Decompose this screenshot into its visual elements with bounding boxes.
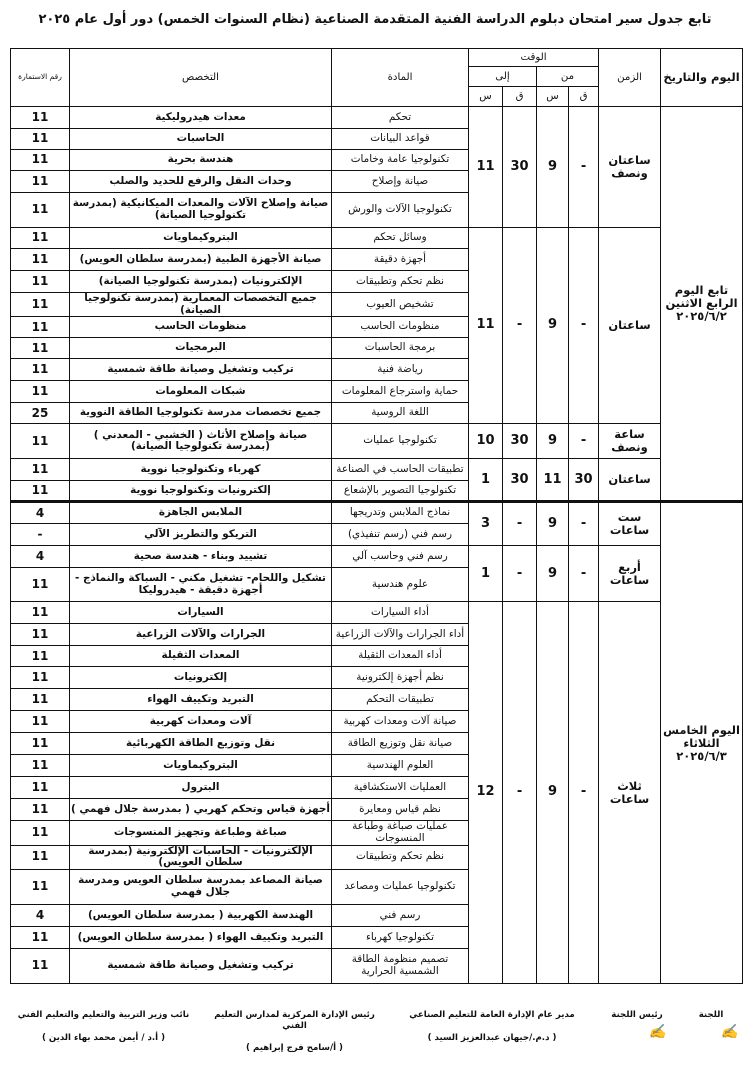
subject-cell: قواعد البيانات <box>332 129 469 150</box>
duration-cell: ساعتان ونصف <box>599 107 661 228</box>
form-number-cell: 11 <box>11 107 70 129</box>
header-duration: الزمن <box>599 49 661 107</box>
form-number-cell: 11 <box>11 624 70 646</box>
form-number-cell: 11 <box>11 821 70 845</box>
form-number-cell: 11 <box>11 228 70 249</box>
subject-cell: رسم فني وحاسب آلي <box>332 546 469 568</box>
specialization-cell: جميع التخصصات المعمارية (بمدرسة تكنولوجيا الصيانة) <box>70 293 332 317</box>
deputy-minister-name: ( أ.د / أيمن محمد بهاء الدين ) <box>41 1032 166 1043</box>
committee-head-label: رئيس اللجنة <box>611 1010 663 1020</box>
header-form-number: رقم الاستمارة <box>11 49 70 107</box>
duration-cell: ثلاث ساعات <box>599 602 661 984</box>
specialization-cell: تشييد وبناء - هندسة صحية <box>70 546 332 568</box>
subject-cell: عمليات صباغة وطباعة المنسوجات <box>332 821 469 845</box>
to-hour-cell: 11 <box>469 107 503 228</box>
day-date-cell: اليوم الخامس الثلاثاء ٢٠٢٥/٦/٣ <box>661 502 743 984</box>
subject-cell: نظم أجهزة إلكترونية <box>332 667 469 689</box>
form-number-cell: 11 <box>11 689 70 711</box>
subject-cell: تكنولوجيا عامة وخامات <box>332 150 469 171</box>
form-number-cell: 11 <box>11 646 70 667</box>
specialization-cell: البتروكيماويات <box>70 755 332 777</box>
from-minutes-cell: - <box>569 424 599 459</box>
form-number-cell: 11 <box>11 338 70 359</box>
table-row <box>11 459 743 481</box>
form-number-cell: 11 <box>11 381 70 403</box>
subject-cell: تطبيقات الحاسب في الصناعة <box>332 459 469 481</box>
specialization-cell: معدات هيدروليكية <box>70 107 332 129</box>
from-hour-cell: 9 <box>537 107 569 228</box>
header-to-s: س <box>469 87 503 107</box>
subject-cell: تحكم <box>332 107 469 129</box>
from-hour-cell: 9 <box>537 424 569 459</box>
form-number-cell: 11 <box>11 271 70 293</box>
subject-cell: حماية واسترجاع المعلومات <box>332 381 469 403</box>
deputy-minister-signature <box>10 1010 197 1043</box>
subject-cell: رياضة فنية <box>332 359 469 381</box>
header-day: اليوم والتاريخ <box>661 49 743 107</box>
from-minutes-cell: - <box>569 228 599 424</box>
from-minutes-cell: - <box>569 602 599 984</box>
from-hour-cell: 9 <box>537 502 569 546</box>
specialization-cell: تركيب وتشغيل وصيانة طاقة شمسية <box>70 948 332 983</box>
subject-cell: العمليات الاستكشافية <box>332 777 469 799</box>
from-minutes-cell: 30 <box>569 459 599 502</box>
table-row <box>11 602 743 624</box>
table-row <box>11 424 743 459</box>
central-admin-signature <box>207 1010 382 1054</box>
specialization-cell: البترول <box>70 777 332 799</box>
specialization-cell: جميع تخصصات مدرسة تكنولوجيا الطاقة النووية <box>70 403 332 424</box>
specialization-cell: آلات ومعدات كهربية <box>70 711 332 733</box>
subject-cell: تصميم منظومة الطاقة الشمسية الحرارية <box>332 948 469 983</box>
subject-cell: أداء المعدات الثقيلة <box>332 646 469 667</box>
specialization-cell: السيارات <box>70 602 332 624</box>
specialization-cell: الإلكترونيات - الحاسبات الإلكترونية (بمدرسة سلطان العويس) <box>70 845 332 869</box>
specialization-cell: الحاسبات <box>70 129 332 150</box>
header-to-q: ق <box>503 87 537 107</box>
to-hour-cell: 3 <box>469 502 503 546</box>
specialization-cell: إلكترونيات <box>70 667 332 689</box>
subject-cell: تكنولوجيا التصوير بالإشعاع <box>332 481 469 502</box>
day-date-cell: تابع اليوم الرابع الاثنين ٢٠٢٥/٦/٢ <box>661 107 743 502</box>
subject-cell: رسم فني (رسم تنفيذي) <box>332 524 469 546</box>
from-hour-cell: 9 <box>537 228 569 424</box>
to-hour-cell: 11 <box>469 228 503 424</box>
form-number-cell: 11 <box>11 799 70 821</box>
central-admin-name: ( أ/سامح فرج إبراهيم ) <box>246 1043 343 1054</box>
subject-cell: صيانة نقل وتوزيع الطاقة <box>332 733 469 755</box>
to-minutes-cell: - <box>503 546 537 602</box>
subject-cell: أداء السيارات <box>332 602 469 624</box>
specialization-cell: الجرارات والآلات الزراعية <box>70 624 332 646</box>
committee-signature: اللجنة ✍ <box>680 1010 742 1021</box>
subject-cell: نظم قياس ومعايرة <box>332 799 469 821</box>
subject-cell: صيانة وإصلاح <box>332 171 469 193</box>
table-row <box>11 107 743 129</box>
specialization-cell: المعدات الثقيلة <box>70 646 332 667</box>
form-number-cell: 11 <box>11 845 70 869</box>
subject-cell: العلوم الهندسية <box>332 755 469 777</box>
specialization-cell: وحدات النقل والرفع للحديد والصلب <box>70 171 332 193</box>
subject-cell: علوم هندسية <box>332 568 469 602</box>
subject-cell: نظم تحكم وتطبيقات <box>332 845 469 869</box>
table-row <box>11 502 743 524</box>
form-number-cell: 11 <box>11 777 70 799</box>
specialization-cell: التبريد وتكييف الهواء <box>70 689 332 711</box>
specialization-cell: إلكترونيات وتكنولوجيا نووية <box>70 481 332 502</box>
duration-cell: ساعتان <box>599 459 661 502</box>
from-minutes-cell: - <box>569 107 599 228</box>
deputy-minister-title: نائب وزير التربية والتعليم والتعليم الفني <box>17 1010 190 1020</box>
table-row <box>11 228 743 249</box>
subject-cell: صيانة آلات ومعدات كهربية <box>332 711 469 733</box>
duration-cell: أربع ساعات <box>599 546 661 602</box>
subject-cell: تكنولوجيا الآلات والورش <box>332 193 469 228</box>
to-minutes-cell: - <box>503 228 537 424</box>
to-hour-cell: 1 <box>469 459 503 502</box>
form-number-cell: 11 <box>11 150 70 171</box>
form-number-cell: 11 <box>11 755 70 777</box>
specialization-cell: الملابس الجاهزة <box>70 502 332 524</box>
schedule-body <box>11 107 743 984</box>
general-manager-title: مدير عام الإدارة العامة للتعليم الصناعي <box>409 1010 575 1020</box>
specialization-cell: كهرباء وتكنولوجيا نووية <box>70 459 332 481</box>
subject-cell: برمجة الحاسبات <box>332 338 469 359</box>
form-number-cell: 11 <box>11 359 70 381</box>
form-number-cell: 11 <box>11 926 70 948</box>
specialization-cell: صيانة وإصلاح الأثاث ( الخشبي - المعدني ) (بمدرسة تكنولوجيا الصيانة) <box>70 424 332 459</box>
specialization-cell: منظومات الحاسب <box>70 317 332 338</box>
duration-cell: ساعتان <box>599 228 661 424</box>
subject-cell: تكنولوجيا عمليات ومصاعد <box>332 869 469 904</box>
form-number-cell: 11 <box>11 459 70 481</box>
subject-cell: منظومات الحاسب <box>332 317 469 338</box>
from-hour-cell: 11 <box>537 459 569 502</box>
specialization-cell: نقل وتوزيع الطاقة الكهربائية <box>70 733 332 755</box>
specialization-cell: تشكيل واللحام- تشغيل مكني - السباكة والنماذج - أجهزة دقيقة - هيدروليكا <box>70 568 332 602</box>
specialization-cell: البتروكيماويات <box>70 228 332 249</box>
from-minutes-cell: - <box>569 546 599 602</box>
specialization-cell: البرمجيات <box>70 338 332 359</box>
to-minutes-cell: 30 <box>503 107 537 228</box>
specialization-cell: أجهزة قياس وتحكم كهربي ( بمدرسة جلال فهمي ) <box>70 799 332 821</box>
exam-schedule-table <box>10 48 743 984</box>
specialization-cell: شبكات المعلومات <box>70 381 332 403</box>
header-time: الوقت <box>469 49 599 67</box>
to-minutes-cell: - <box>503 602 537 984</box>
duration-cell: ست ساعات <box>599 502 661 546</box>
from-hour-cell: 9 <box>537 546 569 602</box>
form-number-cell: 4 <box>11 904 70 926</box>
form-number-cell: 11 <box>11 171 70 193</box>
form-number-cell: 11 <box>11 293 70 317</box>
header-from-s: س <box>537 87 569 107</box>
form-number-cell: - <box>11 524 70 546</box>
specialization-cell: صيانة وإصلاح الآلات والمعدات الميكانيكية (بمدرسة تكنولوجيا الصيانة) <box>70 193 332 228</box>
form-number-cell: 11 <box>11 129 70 150</box>
to-minutes-cell: 30 <box>503 424 537 459</box>
form-number-cell: 11 <box>11 869 70 904</box>
duration-cell: ساعة ونصف <box>599 424 661 459</box>
subject-cell: تكنولوجيا عمليات <box>332 424 469 459</box>
form-number-cell: 11 <box>11 249 70 271</box>
subject-cell: رسم فني <box>332 904 469 926</box>
form-number-cell: 11 <box>11 193 70 228</box>
header-subject: المادة <box>332 49 469 107</box>
table-row <box>11 546 743 568</box>
subject-cell: نماذج الملابس وتدريجها <box>332 502 469 524</box>
subject-cell: تشخيص العيوب <box>332 293 469 317</box>
header-from-q: ق <box>569 87 599 107</box>
page-title: تابع جدول سير امتحان دبلوم الدراسة الفنية المتقدمة الصناعية (نظام السنوات الخمس) دور أول عام ٢٠٢٥ <box>38 12 712 27</box>
specialization-cell: هندسة بحرية <box>70 150 332 171</box>
form-number-cell: 11 <box>11 667 70 689</box>
to-minutes-cell: - <box>503 502 537 546</box>
subject-cell: نظم تحكم وتطبيقات <box>332 271 469 293</box>
specialization-cell: التبريد وتكييف الهواء ( بمدرسة سلطان العويس) <box>70 926 332 948</box>
subject-cell: تطبيقات التحكم <box>332 689 469 711</box>
specialization-cell: صيانة الأجهزة الطبية (بمدرسة سلطان العويس) <box>70 249 332 271</box>
form-number-cell: 4 <box>11 546 70 568</box>
signatures-section <box>10 1010 742 1070</box>
committee-label: اللجنة <box>698 1010 724 1020</box>
specialization-cell: الإلكترونيات (بمدرسة تكنولوجيا الصيانة) <box>70 271 332 293</box>
form-number-cell: 11 <box>11 602 70 624</box>
committee-head-signature: رئيس اللجنة ✍ <box>598 1010 676 1021</box>
to-hour-cell: 1 <box>469 546 503 602</box>
specialization-cell: التريكو والتطريز الآلي <box>70 524 332 546</box>
form-number-cell: 25 <box>11 403 70 424</box>
to-minutes-cell: 30 <box>503 459 537 502</box>
specialization-cell: صيانة المصاعد بمدرسة سلطان العويس ومدرسة جلال فهمي <box>70 869 332 904</box>
from-hour-cell: 9 <box>537 602 569 984</box>
subject-cell: اللغة الروسية <box>332 403 469 424</box>
form-number-cell: 11 <box>11 733 70 755</box>
subject-cell: وسائل تحكم <box>332 228 469 249</box>
form-number-cell: 11 <box>11 711 70 733</box>
from-minutes-cell: - <box>569 502 599 546</box>
form-number-cell: 11 <box>11 424 70 459</box>
general-manager-name: ( د.م./جيهان عبدالعزيز السيد ) <box>427 1032 557 1043</box>
header-from: من <box>537 67 599 87</box>
form-number-cell: 11 <box>11 568 70 602</box>
specialization-cell: تركيب وتشغيل وصيانة طاقة شمسية <box>70 359 332 381</box>
form-number-cell: 11 <box>11 317 70 338</box>
subject-cell: تكنولوجيا كهرباء <box>332 926 469 948</box>
form-number-cell: 11 <box>11 481 70 502</box>
header-specialization: التخصص <box>70 49 332 107</box>
form-number-cell: 11 <box>11 948 70 983</box>
to-hour-cell: 10 <box>469 424 503 459</box>
specialization-cell: الهندسة الكهربية ( بمدرسة سلطان العويس) <box>70 904 332 926</box>
header-to: إلى <box>469 67 537 87</box>
central-admin-title: رئيس الإدارة المركزية لمدارس التعليم الفني <box>214 1010 375 1031</box>
subject-cell: أداء الجرارات والآلات الزراعية <box>332 624 469 646</box>
to-hour-cell: 12 <box>469 602 503 984</box>
specialization-cell: صباغة وطباعة وتجهيز المنسوجات <box>70 821 332 845</box>
general-manager-signature <box>392 1010 592 1043</box>
subject-cell: أجهزة دقيقة <box>332 249 469 271</box>
form-number-cell: 4 <box>11 502 70 524</box>
